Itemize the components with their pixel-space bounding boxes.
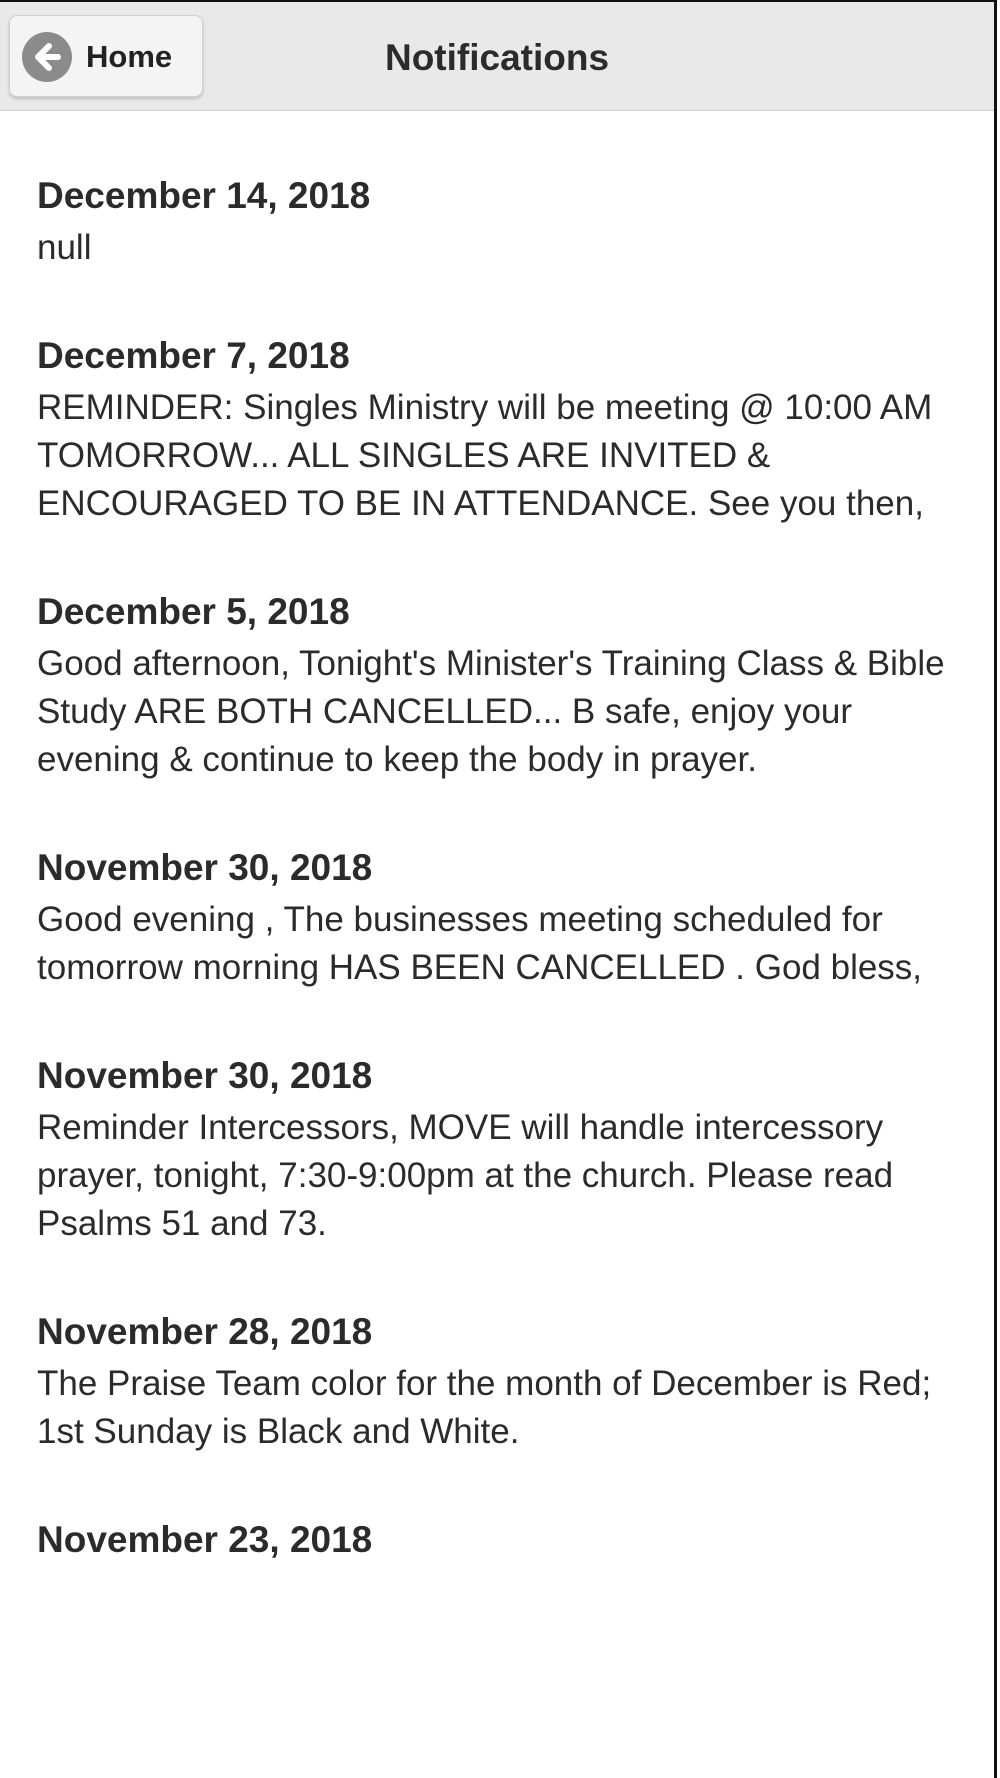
notification-date: December 5, 2018 bbox=[37, 591, 350, 632]
home-button[interactable] bbox=[9, 15, 203, 97]
notification-item[interactable] bbox=[37, 846, 967, 992]
notification-list bbox=[37, 110, 967, 1568]
notification-date: November 30, 2018 bbox=[37, 847, 373, 888]
notification-date: November 23, 2018 bbox=[37, 1519, 373, 1560]
notification-date: December 7, 2018 bbox=[37, 335, 350, 376]
notification-message: null bbox=[37, 228, 92, 267]
back-arrow-icon bbox=[22, 32, 72, 82]
notification-message: Good afternoon, Tonight's Minister's Training Class & Bible Study ARE BOTH CANCELLED... B safe, enjoy your evening & continue to keep the body in prayer. bbox=[37, 644, 945, 779]
notification-date: November 30, 2018 bbox=[37, 1055, 373, 1096]
notification-message: Good evening , The businesses meeting scheduled for tomorrow morning HAS BEEN CANCELLED . God bless, bbox=[37, 900, 923, 987]
notification-date: December 14, 2018 bbox=[37, 175, 371, 216]
notification-date: November 28, 2018 bbox=[37, 1311, 373, 1352]
header-bar bbox=[0, 2, 994, 111]
notification-item[interactable] bbox=[37, 334, 967, 528]
notification-item[interactable] bbox=[37, 1310, 967, 1456]
notification-message: The Praise Team color for the month of December is Red; 1st Sunday is Black and White. bbox=[37, 1364, 932, 1451]
notification-item[interactable] bbox=[37, 1054, 967, 1248]
notification-message: Reminder Intercessors, MOVE will handle intercessory prayer, tonight, 7:30-9:00pm at the church. Please read Psalms 51 and 73. bbox=[37, 1108, 894, 1243]
notification-item[interactable] bbox=[37, 590, 967, 784]
notification-message: REMINDER: Singles Ministry will be meeting @ 10:00 AM TOMORROW... ALL SINGLES ARE INVITED & ENCOURAGED TO BE IN ATTENDANCE. See you then, bbox=[37, 388, 933, 523]
notification-item[interactable] bbox=[37, 1518, 967, 1562]
home-button-label: Home bbox=[86, 39, 173, 74]
notification-item[interactable] bbox=[37, 174, 967, 272]
page-title: Notifications bbox=[384, 37, 610, 78]
